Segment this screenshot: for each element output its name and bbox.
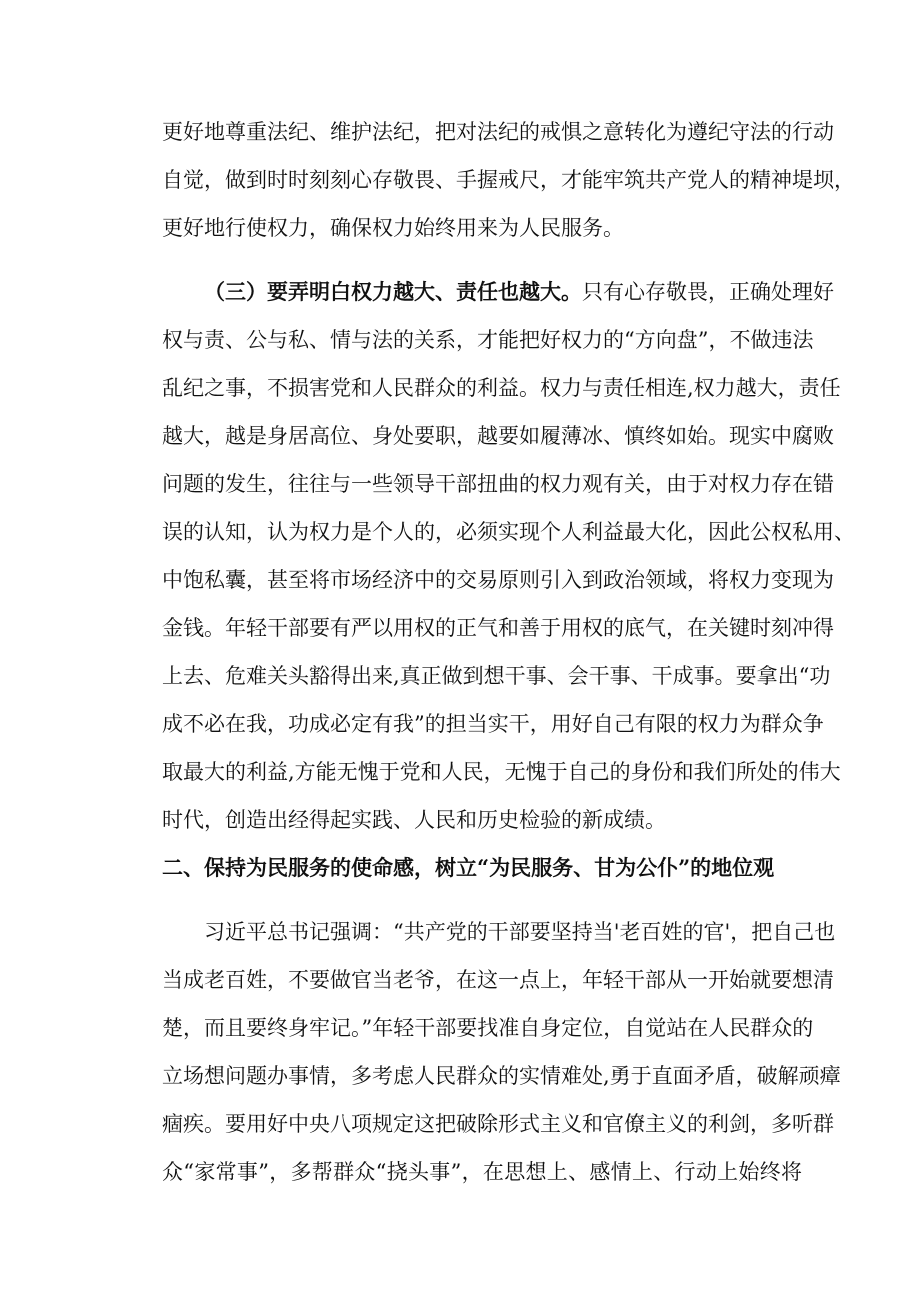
paragraph-2-line-12: 时代，创造出经得起实践、人民和历史检验的新成绩。 (162, 808, 666, 832)
paragraph-1-line-2: 自觉，做到时时刻刻心存敬畏、手握戒尺，才能牢筑共产党人的精神堤坝， (162, 168, 855, 192)
paragraph-2-line-2: 权与责、公与私、情与法的关系，才能把好权力的“方向盘”，不做违法 (162, 328, 814, 352)
paragraph-2-line-3: 乱纪之事，不损害党和人民群众的利益。权力与责任相连,权力越大，责任 (162, 376, 841, 400)
paragraph-2-line-7: 中饱私囊，甚至将市场经济中的交易原则引入到政治领域，将权力变现为 (162, 568, 834, 592)
paragraph-2-line-6: 误的认知，认为权力是个人的，必须实现个人利益最大化，因此公权私用、 (162, 520, 855, 544)
paragraph-3-line-2: 当成老百姓，不要做官当老爷，在这一点上，年轻干部从一开始就要想清 (162, 968, 834, 992)
paragraph-2-line-5: 问题的发生，往往与一些领导干部扭曲的权力观有关，由于对权力存在错 (162, 472, 834, 496)
paragraph-3-line-1: 习近平总书记强调：“共产党的干部要坚持当'老百姓的官'，把自己也 (204, 920, 836, 944)
paragraph-3-line-4: 立场想问题办事情，多考虑人民群众的实情难处,勇于直面矛盾，破解顽瘴 (162, 1064, 841, 1088)
paragraph-3-line-6: 众“家常事”，多帮群众“挠头事”，在思想上、感情上、行动上始终将 (162, 1160, 802, 1184)
section-heading: 二、保持为民服务的使命感，树立“为民服务、甘为公仆”的地位观 (162, 855, 775, 880)
paragraph-3-line-3: 楚，而且要终身牢记。”年轻干部要找准自身定位，自觉站在人民群众的 (162, 1016, 814, 1040)
paragraph-1-line-1: 更好地尊重法纪、维护法纪，把对法纪的戒惧之意转化为遵纪守法的行动 (162, 120, 834, 144)
paragraph-3-line-5: 痼疾。要用好中央八项规定这把破除形式主义和官僚主义的利剑，多听群 (162, 1112, 834, 1136)
paragraph-2-line-8: 金钱。年轻干部要有严以用权的正气和善于用权的底气，在关键时刻冲得 (162, 616, 834, 640)
paragraph-2-line-11: 取最大的利益,方能无愧于党和人民，无愧于自己的身份和我们所处的伟大 (162, 760, 841, 784)
paragraph-2-line-1 (204, 277, 834, 307)
paragraph-2-bold-lead: （三）要弄明白权力越大、责任也越大。 (204, 279, 582, 304)
paragraph-2-line-9: 上去、危难关头豁得出来,真正做到想干事、会干事、干成事。要拿出“功 (162, 664, 831, 688)
paragraph-2-line-4: 越大，越是身居高位、身处要职，越要如履薄冰、慎终如始。现实中腐败 (162, 424, 834, 448)
paragraph-1-line-3: 更好地行使权力，确保权力始终用来为人民服务。 (162, 216, 624, 240)
paragraph-2-first-line-rest: 只有心存敬畏，正确处理好 (582, 280, 834, 304)
paragraph-2-line-10: 成不必在我，功成必定有我”的担当实干，用好自己有限的权力为群众争 (162, 712, 824, 736)
